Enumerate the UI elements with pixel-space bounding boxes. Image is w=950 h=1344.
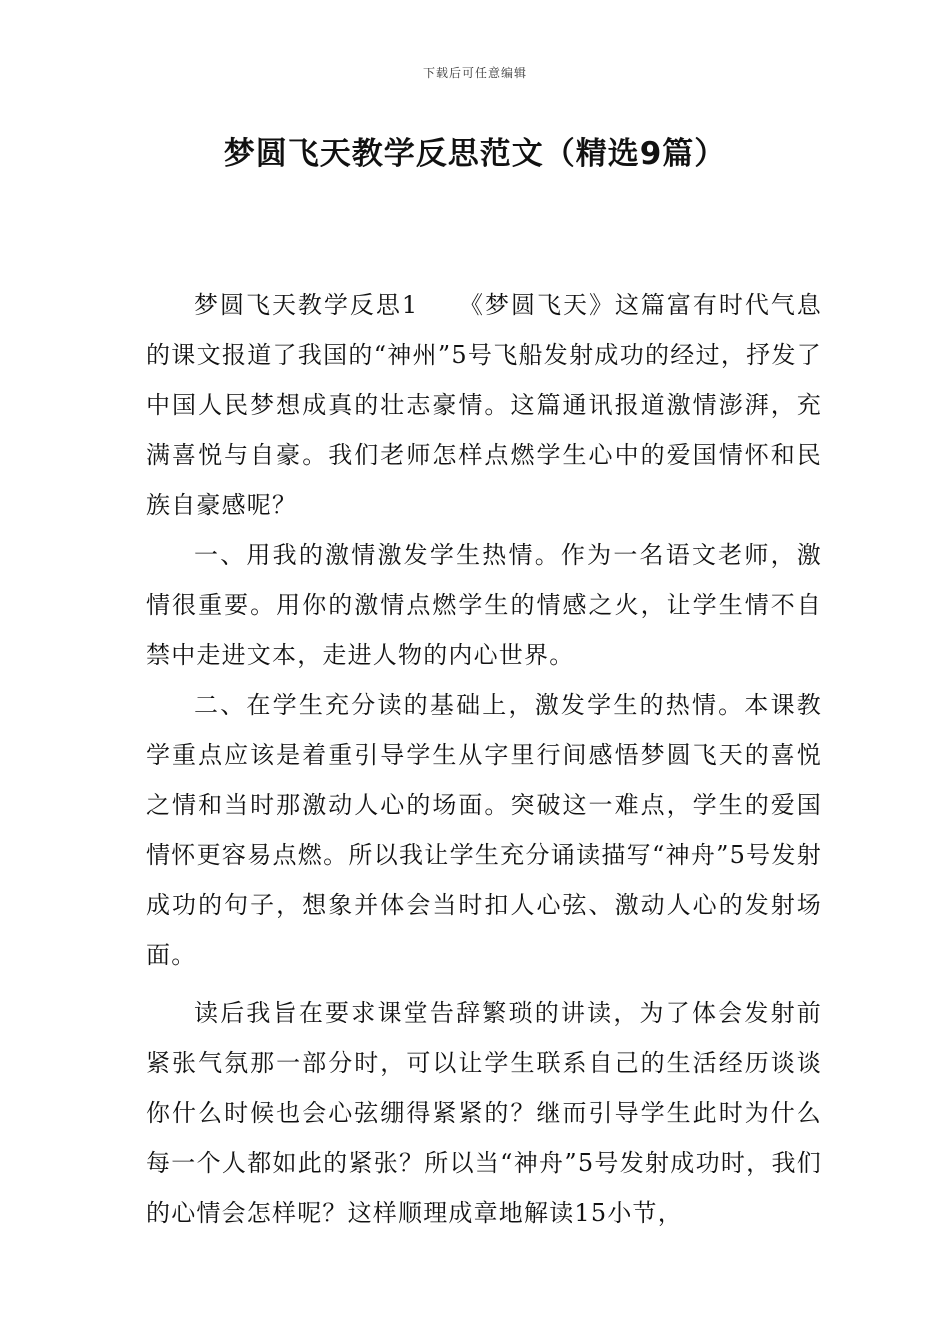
paragraph-1: 梦圆飞天教学反思1 《梦圆飞天》这篇富有时代气息的课文报道了我国的“神州”5号飞船发射成功的经过，抒发了中国人民梦想成真的壮志豪情。这篇通讯报道激情澎湃，充满喜悦与自豪。我们老师怎样点燃学生心中的爱国情怀和民族自豪感呢？	[146, 291, 822, 519]
page-title: 梦圆飞天教学反思范文（精选9篇）	[223, 136, 727, 172]
paragraph-3: 二、在学生充分读的基础上，激发学生的热情。本课教学重点应该是着重引导学生从字里行间感悟梦圆飞天的喜悦之情和当时那激动人心的场面。突破这一难点，学生的爱国情怀更容易点燃。所以我让学生充分诵读描写“神舟”5号发射成功的句子，想象并体会当时扣人心弦、激动人心的发射场面。	[146, 691, 822, 969]
document-body	[146, 280, 822, 1238]
paragraph-2: 一、用我的激情激发学生热情。作为一名语文老师，激情很重要。用你的激情点燃学生的情感之火，让学生情不自禁中走进文本，走进人物的内心世界。	[146, 541, 822, 669]
header-note: 下载后可任意编辑	[422, 66, 527, 80]
paragraph-4: 读后我旨在要求课堂告辞繁琐的讲读，为了体会发射前紧张气氛那一部分时，可以让学生联系自己的生活经历谈谈你什么时候也会心弦绷得紧紧的？继而引导学生此时为什么每一个人都如此的紧张？所以当“神舟”5号发射成功时，我们的心情会怎样呢？这样顺理成章地解读15小节，	[146, 999, 822, 1227]
